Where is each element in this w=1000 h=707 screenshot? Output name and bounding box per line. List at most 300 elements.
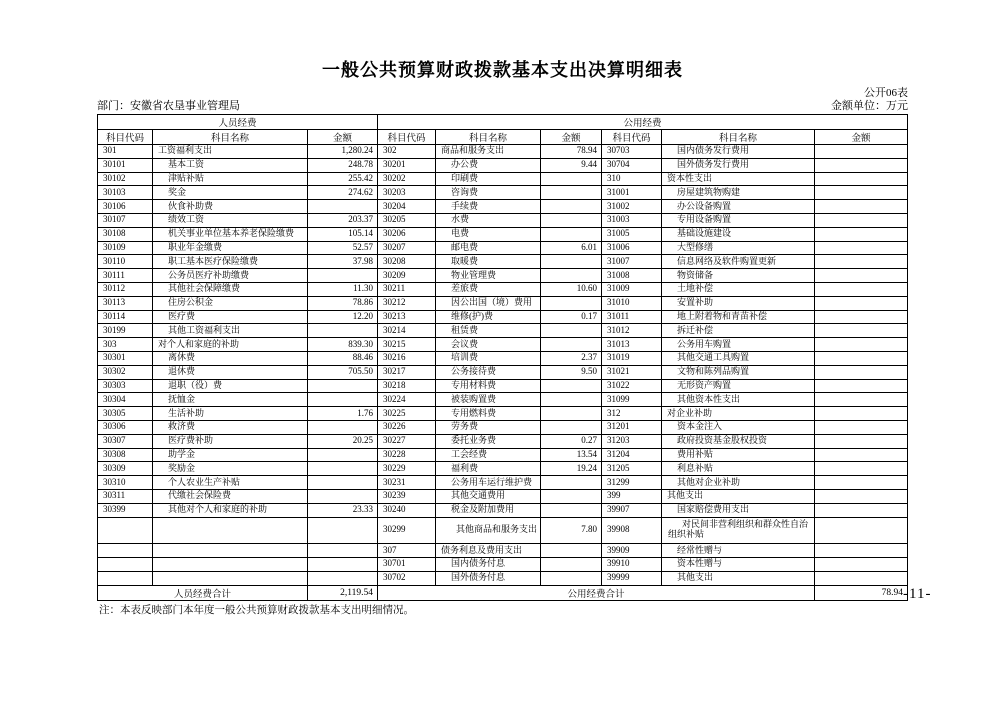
cell-amount xyxy=(541,571,602,585)
cell-amount xyxy=(815,379,908,393)
budget-table xyxy=(97,114,908,601)
cell-code: 30109 xyxy=(98,241,153,255)
cell-name: 基本工资 xyxy=(153,158,308,172)
cell-amount: 10.60 xyxy=(541,282,602,296)
table-row xyxy=(98,241,908,255)
cell-amount: 255.42 xyxy=(308,172,378,186)
cell-code: 30215 xyxy=(378,338,436,352)
cell-code: 30110 xyxy=(98,255,153,269)
table-row xyxy=(98,420,908,434)
section-personnel: 人员经费 xyxy=(98,115,378,130)
cell-code xyxy=(98,557,153,571)
cell-amount: 1,280.24 xyxy=(308,145,378,159)
cell-code: 30102 xyxy=(98,172,153,186)
totals-row xyxy=(98,585,908,600)
table-row xyxy=(98,476,908,490)
cell-code: 30701 xyxy=(378,557,436,571)
col-header-name: 科目名称 xyxy=(662,130,815,145)
cell-code: 30399 xyxy=(98,503,153,517)
table-row xyxy=(98,448,908,462)
cell-name: 差旅费 xyxy=(436,282,541,296)
cell-code: 30311 xyxy=(98,489,153,503)
table-row xyxy=(98,213,908,227)
cell-name: 被装购置费 xyxy=(436,393,541,407)
cell-name: 其他交通工具购置 xyxy=(662,351,815,365)
cell-amount xyxy=(815,393,908,407)
cell-code: 302 xyxy=(378,145,436,159)
cell-amount xyxy=(308,324,378,338)
cell-code: 31013 xyxy=(602,338,662,352)
cell-code: 30704 xyxy=(602,158,662,172)
cell-amount: 9.50 xyxy=(541,365,602,379)
cell-name: 其他商品和服务支出 xyxy=(436,517,541,544)
cell-amount xyxy=(308,379,378,393)
table-row xyxy=(98,379,908,393)
cell-amount xyxy=(541,393,602,407)
footnote: 注：本表反映部门本年度一般公共预算财政拨款基本支出明细情况。 xyxy=(99,604,414,616)
cell-amount xyxy=(815,158,908,172)
cell-code: 30224 xyxy=(378,393,436,407)
cell-amount: 6.01 xyxy=(541,241,602,255)
cell-name: 地上附着物和青苗补偿 xyxy=(662,310,815,324)
cell-name: 公务接待费 xyxy=(436,365,541,379)
cell-amount xyxy=(815,434,908,448)
cell-code: 30302 xyxy=(98,365,153,379)
cell-code: 30106 xyxy=(98,200,153,214)
cell-code: 30108 xyxy=(98,227,153,241)
cell-name: 医疗费补助 xyxy=(153,434,308,448)
cell-code: 31012 xyxy=(602,324,662,338)
cell-amount xyxy=(541,200,602,214)
cell-name: 其他工资福利支出 xyxy=(153,324,308,338)
section-public: 公用经费 xyxy=(378,115,908,130)
cell-code: 31299 xyxy=(602,476,662,490)
cell-code: 39908 xyxy=(602,517,662,544)
cell-amount xyxy=(815,213,908,227)
cell-code: 31009 xyxy=(602,282,662,296)
cell-name: 劳务费 xyxy=(436,420,541,434)
cell-amount xyxy=(815,462,908,476)
cell-name: 生活补助 xyxy=(153,407,308,421)
cell-amount xyxy=(815,186,908,200)
document-sheet xyxy=(97,0,908,617)
cell-name: 国外债务付息 xyxy=(436,571,541,585)
doc-label: 公开06表 xyxy=(864,87,908,99)
cell-name: 基础设施建设 xyxy=(662,227,815,241)
cell-code: 30213 xyxy=(378,310,436,324)
cell-code: 30239 xyxy=(378,489,436,503)
cell-name: 资本金注入 xyxy=(662,420,815,434)
cell-amount: 705.50 xyxy=(308,365,378,379)
cell-name: 对企业补助 xyxy=(662,407,815,421)
cell-name xyxy=(153,557,308,571)
col-header-name: 科目名称 xyxy=(436,130,541,145)
cell-name: 退职（役）费 xyxy=(153,379,308,393)
cell-code: 30304 xyxy=(98,393,153,407)
cell-code: 30228 xyxy=(378,448,436,462)
cell-name: 信息网络及软件购置更新 xyxy=(662,255,815,269)
cell-amount xyxy=(308,476,378,490)
cell-name: 咨询费 xyxy=(436,186,541,200)
cell-name: 资本性赠与 xyxy=(662,557,815,571)
cell-amount xyxy=(815,407,908,421)
table-row xyxy=(98,462,908,476)
column-header-row xyxy=(98,130,908,145)
cell-amount xyxy=(815,571,908,585)
cell-code: 31010 xyxy=(602,296,662,310)
cell-amount: 37.98 xyxy=(308,255,378,269)
cell-code: 31003 xyxy=(602,213,662,227)
cell-name: 利息补贴 xyxy=(662,462,815,476)
cell-name: 大型修缮 xyxy=(662,241,815,255)
cell-amount: 23.33 xyxy=(308,503,378,517)
cell-amount xyxy=(308,571,378,585)
cell-code: 31099 xyxy=(602,393,662,407)
cell-code: 31011 xyxy=(602,310,662,324)
cell-amount xyxy=(815,310,908,324)
cell-code: 30307 xyxy=(98,434,153,448)
col-header-code: 科目代码 xyxy=(378,130,436,145)
cell-amount xyxy=(815,282,908,296)
col-header-code: 科目代码 xyxy=(98,130,153,145)
table-footer xyxy=(98,585,908,600)
cell-code: 31203 xyxy=(602,434,662,448)
cell-amount xyxy=(815,269,908,283)
cell-name: 无形资产购置 xyxy=(662,379,815,393)
cell-name: 专用材料费 xyxy=(436,379,541,393)
cell-name: 其他资本性支出 xyxy=(662,393,815,407)
cell-amount: 88.46 xyxy=(308,351,378,365)
cell-amount: 11.30 xyxy=(308,282,378,296)
cell-amount: 2.37 xyxy=(541,351,602,365)
cell-amount: 78.94 xyxy=(541,145,602,159)
cell-name: 税金及附加费用 xyxy=(436,503,541,517)
cell-amount xyxy=(815,172,908,186)
cell-name: 文物和陈列品购置 xyxy=(662,365,815,379)
cell-code xyxy=(98,517,153,544)
cell-amount xyxy=(308,200,378,214)
cell-amount xyxy=(541,476,602,490)
cell-code: 31204 xyxy=(602,448,662,462)
table-row xyxy=(98,255,908,269)
table-row xyxy=(98,365,908,379)
table-row xyxy=(98,269,908,283)
table-row xyxy=(98,324,908,338)
cell-amount xyxy=(815,420,908,434)
cell-name: 工会经费 xyxy=(436,448,541,462)
cell-amount xyxy=(541,544,602,558)
table-row xyxy=(98,145,908,159)
cell-name: 助学金 xyxy=(153,448,308,462)
cell-name: 其他交通费用 xyxy=(436,489,541,503)
cell-code: 30301 xyxy=(98,351,153,365)
table-body xyxy=(98,145,908,586)
cell-name: 其他支出 xyxy=(662,571,815,585)
cell-code: 30217 xyxy=(378,365,436,379)
cell-code: 30216 xyxy=(378,351,436,365)
cell-amount xyxy=(541,407,602,421)
cell-name: 资本性支出 xyxy=(662,172,815,186)
cell-name: 医疗费 xyxy=(153,310,308,324)
meta-row xyxy=(97,100,908,113)
unit-label: 金额单位：万元 xyxy=(831,100,908,112)
cell-name: 福利费 xyxy=(436,462,541,476)
cell-code: 30211 xyxy=(378,282,436,296)
cell-amount xyxy=(541,489,602,503)
cell-amount xyxy=(308,448,378,462)
cell-name: 政府投资基金股权投资 xyxy=(662,434,815,448)
cell-name: 费用补贴 xyxy=(662,448,815,462)
cell-name: 职业年金缴费 xyxy=(153,241,308,255)
cell-code: 30212 xyxy=(378,296,436,310)
cell-name: 职工基本医疗保险缴费 xyxy=(153,255,308,269)
cell-name: 办公设备购置 xyxy=(662,200,815,214)
cell-name: 代缴社会保险费 xyxy=(153,489,308,503)
table-row xyxy=(98,310,908,324)
cell-code: 30199 xyxy=(98,324,153,338)
department-label: 部门：安徽省农垦事业管理局 xyxy=(97,100,240,112)
cell-name: 租赁费 xyxy=(436,324,541,338)
cell-code: 39910 xyxy=(602,557,662,571)
section-header-row xyxy=(98,115,908,130)
cell-amount: 9.44 xyxy=(541,158,602,172)
cell-amount xyxy=(541,557,602,571)
cell-code: 31005 xyxy=(602,227,662,241)
cell-code: 39999 xyxy=(602,571,662,585)
cell-code: 30107 xyxy=(98,213,153,227)
cell-code: 307 xyxy=(378,544,436,558)
cell-code: 31002 xyxy=(602,200,662,214)
cell-name: 债务利息及费用支出 xyxy=(436,544,541,558)
cell-amount xyxy=(815,544,908,558)
cell-code: 30208 xyxy=(378,255,436,269)
cell-amount xyxy=(815,351,908,365)
table-row xyxy=(98,158,908,172)
table-row xyxy=(98,282,908,296)
cell-amount xyxy=(815,296,908,310)
cell-code: 30207 xyxy=(378,241,436,255)
cell-code: 30310 xyxy=(98,476,153,490)
cell-amount: 20.25 xyxy=(308,434,378,448)
cell-name: 拆迁补偿 xyxy=(662,324,815,338)
cell-amount xyxy=(541,172,602,186)
table-row xyxy=(98,557,908,571)
cell-amount: 52.57 xyxy=(308,241,378,255)
table-row xyxy=(98,227,908,241)
cell-code: 30303 xyxy=(98,379,153,393)
cell-name: 手续费 xyxy=(436,200,541,214)
cell-name: 伙食补助费 xyxy=(153,200,308,214)
table-row xyxy=(98,393,908,407)
col-header-code: 科目代码 xyxy=(602,130,662,145)
cell-name: 津贴补贴 xyxy=(153,172,308,186)
cell-name: 土地补偿 xyxy=(662,282,815,296)
cell-name: 商品和服务支出 xyxy=(436,145,541,159)
cell-amount xyxy=(308,489,378,503)
cell-name: 其他对企业补助 xyxy=(662,476,815,490)
cell-amount xyxy=(815,448,908,462)
cell-name: 专用设备购置 xyxy=(662,213,815,227)
cell-amount xyxy=(815,557,908,571)
cell-code: 30702 xyxy=(378,571,436,585)
cell-code: 30113 xyxy=(98,296,153,310)
cell-name: 印刷费 xyxy=(436,172,541,186)
personnel-total-label: 人员经费合计 xyxy=(98,585,308,600)
cell-amount: 274.62 xyxy=(308,186,378,200)
cell-code xyxy=(98,544,153,558)
cell-code: 30306 xyxy=(98,420,153,434)
cell-amount xyxy=(815,476,908,490)
cell-name: 物业管理费 xyxy=(436,269,541,283)
cell-amount xyxy=(815,338,908,352)
cell-amount xyxy=(541,255,602,269)
cell-amount xyxy=(815,503,908,517)
cell-name: 经常性赠与 xyxy=(662,544,815,558)
cell-code: 301 xyxy=(98,145,153,159)
cell-name: 救济费 xyxy=(153,420,308,434)
cell-code: 31201 xyxy=(602,420,662,434)
cell-code: 310 xyxy=(602,172,662,186)
cell-amount xyxy=(541,213,602,227)
cell-code: 30204 xyxy=(378,200,436,214)
cell-name: 委托业务费 xyxy=(436,434,541,448)
cell-code: 31019 xyxy=(602,351,662,365)
cell-name: 国内债务发行费用 xyxy=(662,145,815,159)
cell-amount xyxy=(541,186,602,200)
cell-amount xyxy=(815,241,908,255)
cell-amount xyxy=(541,269,602,283)
cell-name: 其他社会保障缴费 xyxy=(153,282,308,296)
public-total-label: 公用经费合计 xyxy=(378,585,815,600)
cell-name xyxy=(153,517,308,544)
cell-amount: 0.27 xyxy=(541,434,602,448)
cell-code xyxy=(98,571,153,585)
cell-amount xyxy=(541,227,602,241)
cell-amount xyxy=(815,227,908,241)
cell-code: 30206 xyxy=(378,227,436,241)
table-row xyxy=(98,351,908,365)
table-row xyxy=(98,434,908,448)
table-row xyxy=(98,571,908,585)
cell-code: 399 xyxy=(602,489,662,503)
cell-code: 39907 xyxy=(602,503,662,517)
cell-amount: 839.30 xyxy=(308,338,378,352)
table-row xyxy=(98,200,908,214)
cell-amount: 105.14 xyxy=(308,227,378,241)
cell-code: 30203 xyxy=(378,186,436,200)
cell-amount xyxy=(815,324,908,338)
cell-code: 30309 xyxy=(98,462,153,476)
cell-amount xyxy=(815,365,908,379)
cell-name: 机关事业单位基本养老保险缴费 xyxy=(153,227,308,241)
cell-code: 30231 xyxy=(378,476,436,490)
cell-code: 30205 xyxy=(378,213,436,227)
cell-amount xyxy=(541,324,602,338)
cell-name: 公务用车运行维护费 xyxy=(436,476,541,490)
cell-name: 邮电费 xyxy=(436,241,541,255)
cell-name: 国家赔偿费用支出 xyxy=(662,503,815,517)
cell-code: 31022 xyxy=(602,379,662,393)
col-header-name: 科目名称 xyxy=(153,130,308,145)
col-header-amount: 金额 xyxy=(815,130,908,145)
cell-code: 30229 xyxy=(378,462,436,476)
cell-code: 31021 xyxy=(602,365,662,379)
table-row xyxy=(98,544,908,558)
table-row xyxy=(98,503,908,517)
cell-name xyxy=(153,571,308,585)
cell-code: 31008 xyxy=(602,269,662,283)
cell-name: 离休费 xyxy=(153,351,308,365)
cell-code: 30703 xyxy=(602,145,662,159)
cell-amount xyxy=(815,517,908,544)
cell-name: 国内债务付息 xyxy=(436,557,541,571)
cell-code: 39909 xyxy=(602,544,662,558)
cell-code: 30112 xyxy=(98,282,153,296)
cell-code: 312 xyxy=(602,407,662,421)
cell-amount xyxy=(815,145,908,159)
cell-code: 30218 xyxy=(378,379,436,393)
table-row xyxy=(98,186,908,200)
cell-amount: 1.76 xyxy=(308,407,378,421)
cell-name: 奖励金 xyxy=(153,462,308,476)
cell-amount xyxy=(815,489,908,503)
cell-name: 维修(护)费 xyxy=(436,310,541,324)
cell-amount: 13.54 xyxy=(541,448,602,462)
cell-name: 绩效工资 xyxy=(153,213,308,227)
cell-code: 30226 xyxy=(378,420,436,434)
cell-name: 专用燃料费 xyxy=(436,407,541,421)
cell-name: 安置补助 xyxy=(662,296,815,310)
cell-amount: 12.20 xyxy=(308,310,378,324)
cell-amount xyxy=(308,517,378,544)
cell-code: 30202 xyxy=(378,172,436,186)
cell-amount xyxy=(541,338,602,352)
page-number: -11- xyxy=(903,586,932,602)
col-header-amount: 金额 xyxy=(541,130,602,145)
cell-amount xyxy=(308,544,378,558)
cell-amount xyxy=(541,420,602,434)
cell-name: 水费 xyxy=(436,213,541,227)
table-row xyxy=(98,489,908,503)
table-row xyxy=(98,517,908,544)
cell-name: 办公费 xyxy=(436,158,541,172)
cell-name: 住房公积金 xyxy=(153,296,308,310)
table-header xyxy=(98,115,908,145)
cell-code: 30209 xyxy=(378,269,436,283)
cell-name: 培训费 xyxy=(436,351,541,365)
cell-code: 303 xyxy=(98,338,153,352)
cell-name: 因公出国（境）费用 xyxy=(436,296,541,310)
personnel-total-value: 2,119.54 xyxy=(308,585,378,600)
cell-code: 30114 xyxy=(98,310,153,324)
cell-amount: 0.17 xyxy=(541,310,602,324)
cell-code: 31006 xyxy=(602,241,662,255)
table-row xyxy=(98,296,908,310)
cell-amount: 19.24 xyxy=(541,462,602,476)
cell-code: 30101 xyxy=(98,158,153,172)
cell-amount: 203.37 xyxy=(308,213,378,227)
cell-amount: 248.78 xyxy=(308,158,378,172)
cell-code: 30240 xyxy=(378,503,436,517)
table-row xyxy=(98,172,908,186)
cell-code: 30214 xyxy=(378,324,436,338)
cell-name: 个人农业生产补贴 xyxy=(153,476,308,490)
cell-code: 30227 xyxy=(378,434,436,448)
public-total-value: 78.94 xyxy=(815,585,908,600)
cell-name: 其他对个人和家庭的补助 xyxy=(153,503,308,517)
cell-code: 30225 xyxy=(378,407,436,421)
cell-name: 公务员医疗补助缴费 xyxy=(153,269,308,283)
